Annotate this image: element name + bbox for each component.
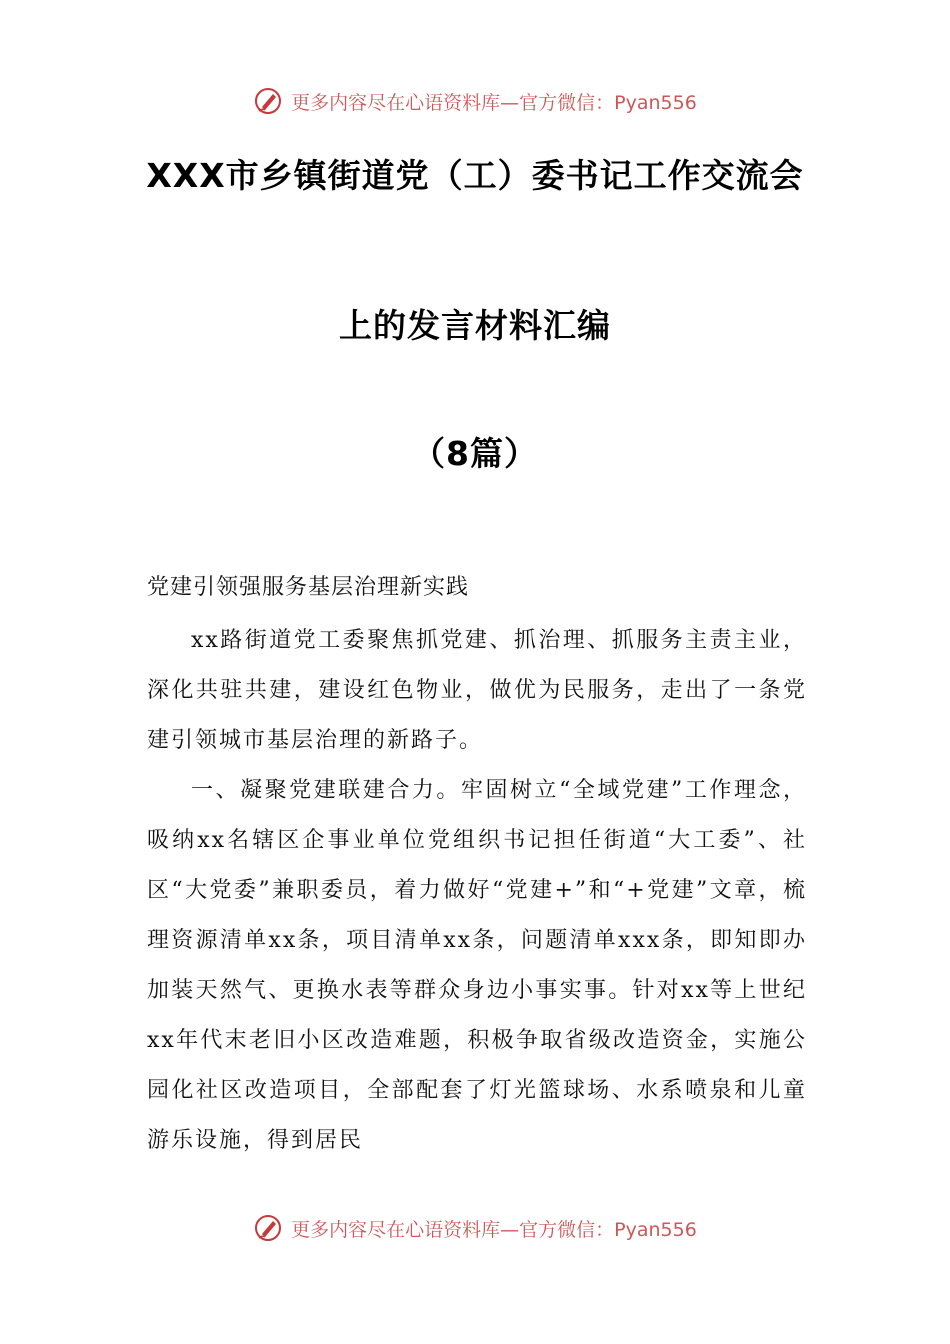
watermark-text: 更多内容尽在心语资料库—官方微信：Pyan556: [291, 1218, 697, 1241]
document-title-line-2: 上的发言材料汇编: [339, 306, 611, 345]
pen-circle-icon: [253, 86, 283, 116]
document-title-line-1: XXX市乡镇街道党（工）委书记工作交流会: [146, 156, 804, 195]
watermark-footer: [0, 1213, 950, 1243]
watermark-header: [0, 86, 950, 116]
pen-circle-icon: [253, 1213, 283, 1243]
watermark-text: 更多内容尽在心语资料库—官方微信：Pyan556: [291, 91, 697, 114]
paragraph: 一、凝聚党建联建合力。牢固树立“全域党建”工作理念，吸纳xx名辖区企事业单位党组织书记担任街道“大工委”、社区“大党委”兼职委员，着力做好“党建+”和“+党建”文章，梳理资源清单xx条，项目清单xx条，问题清单xxx条，即知即办加装天然气、更换水表等群众身边小事实事。针对xx等上世纪xx年代末老旧小区改造难题，积极争取省级改造资金，实施公园化社区改造项目，全部配套了灯光篮球场、水系喷泉和儿童游乐设施，得到居民: [147, 778, 807, 1153]
body-text: [147, 616, 807, 1166]
paragraph: xx路街道党工委聚焦抓党建、抓治理、抓服务主责主业，深化共驻共建，建设红色物业，做优为民服务，走出了一条党建引领城市基层治理的新路子。: [147, 628, 807, 753]
section-title: 党建引领强服务基层治理新实践: [147, 575, 470, 600]
document-title-count: （8篇）: [412, 434, 538, 473]
